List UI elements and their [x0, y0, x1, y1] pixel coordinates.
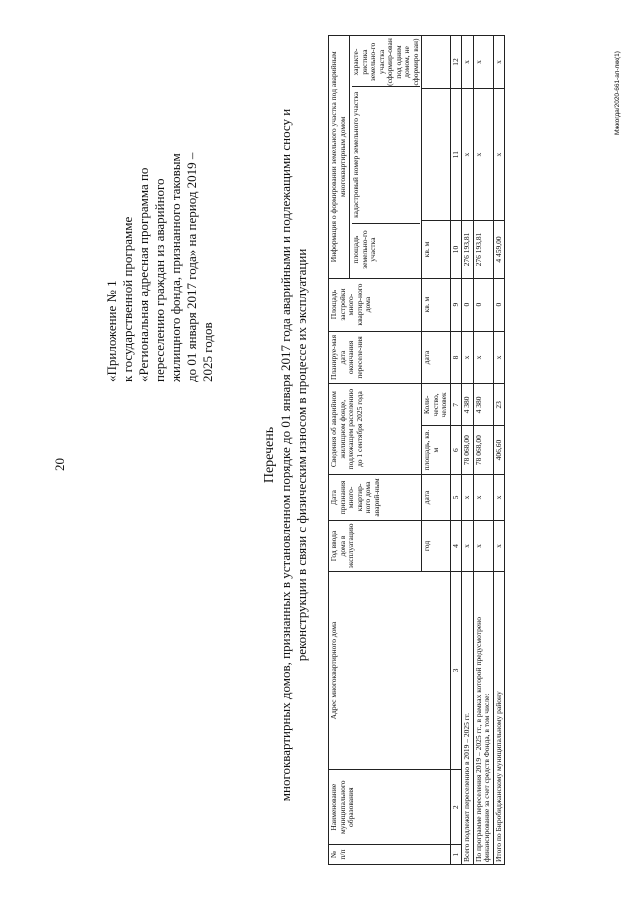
appendix-line: жилищного фонда, признанного таковым: [168, 153, 183, 382]
appendix-line: «Региональная адресная программа по: [136, 167, 151, 382]
unit-sqm: кв. м: [422, 221, 451, 278]
header-land-area: площадь земельно-го участка: [352, 223, 420, 276]
col-number: 11: [450, 89, 462, 221]
header-municipality: Наименование муниципального образования: [329, 770, 451, 845]
cell: х: [473, 331, 493, 384]
table-row: [493, 36, 505, 865]
cell: х: [462, 89, 474, 221]
cell: х: [493, 89, 505, 221]
column-number-row: [450, 36, 462, 865]
header-n: № п/п: [329, 845, 451, 865]
col-number: 4: [450, 521, 462, 572]
col-number: 12: [450, 36, 462, 89]
cell: 276 193,81: [473, 221, 493, 278]
unit-planned-date: дата: [422, 331, 451, 384]
appendix-line: переселению граждан из аварийного: [152, 178, 167, 382]
header-info: Сведения об аварийном жилищном фонде, подлежащем расселению до 1 сентября 2025 года: [329, 384, 422, 474]
cell: 78 068,00: [473, 426, 493, 475]
title-line: многоквартирных домов, признанных в установленном порядке до 01 января 2017 года аварийными и подлежащими сносу и: [278, 108, 293, 802]
cell: 4 380: [462, 384, 474, 426]
cell: 0: [473, 278, 493, 331]
cell: 4 380: [473, 384, 493, 426]
cell: х: [462, 331, 474, 384]
appendix-line: «Приложение № 1: [104, 280, 119, 382]
footer-code: Мжкогда/2020-661-ап-лкк(1): [614, 51, 621, 135]
row-label: Итого по Биробиджанскому муниципальному району: [493, 571, 505, 864]
appendix-block: [104, 82, 216, 382]
unit-empty: [422, 36, 451, 89]
cell: 4 459,00: [493, 221, 505, 278]
appendix-line: 2025 годов: [200, 322, 215, 382]
cell: 0: [493, 278, 505, 331]
col-number: 10: [450, 221, 462, 278]
header-land-info-text: Информация о формировании земельного участка под аварийным многоквартирным домом: [330, 36, 350, 278]
title-heading: Перечень: [262, 426, 277, 484]
title-line: реконструкции в связи с физическим износом в процессе их эксплуатации: [294, 248, 309, 662]
unit-area: площадь, кв. м: [422, 426, 451, 475]
cell: х: [493, 521, 505, 572]
header-planned: Планируе-мая дата окончания переселе-ния: [329, 331, 422, 384]
col-number: 6: [450, 426, 462, 475]
cell: 276 193,81: [462, 221, 474, 278]
table-row: [473, 36, 493, 865]
unit-year: год: [422, 521, 451, 572]
cell: х: [473, 474, 493, 520]
cell: 0: [462, 278, 474, 331]
header-address: Адрес многоквартирного дома: [329, 571, 451, 769]
header-build-area: Площадь застройки много-квартир-ного дома: [329, 278, 422, 331]
appendix-line: до 01 января 2017 года» на период 2019 –: [184, 152, 199, 382]
cell: 23: [493, 384, 505, 426]
row-label: Всего подлежит переселению в 2019 – 2025 гг.: [462, 571, 474, 864]
cell: х: [493, 474, 505, 520]
cell: х: [462, 474, 474, 520]
col-number: 5: [450, 474, 462, 520]
header-year: Год ввода дома в эксплуатацию: [329, 521, 422, 572]
col-number: 8: [450, 331, 462, 384]
unit-sqm: кв. м: [422, 278, 451, 331]
col-number: 9: [450, 278, 462, 331]
col-number: 2: [450, 770, 462, 845]
col-number: 1: [450, 845, 462, 865]
header-cadastral: кадастровый номер земельного участка: [352, 86, 420, 223]
col-number: 3: [450, 571, 462, 769]
header-characteristic: характе-ристика земельно-го участка (сформир-ован под одним домом, не сформиро ван): [351, 38, 420, 86]
cell: 78 068,00: [462, 426, 474, 475]
cell: х: [473, 521, 493, 572]
cell: х: [462, 36, 474, 89]
cell: х: [473, 89, 493, 221]
header-recognized: Дата признания много-квартир-ного дома аварий-ным: [329, 474, 422, 520]
cell: 406,60: [493, 426, 505, 475]
unit-empty: [422, 89, 451, 221]
cell: х: [462, 521, 474, 572]
row-label: По программе переселения 2019 – 2025 гг., в рамках которой предусмотрено финансирование за счет средств Фонда, в том числе:: [473, 571, 493, 864]
col-number: 7: [450, 384, 462, 426]
cell: х: [473, 36, 493, 89]
page-number: 20: [52, 458, 67, 471]
unit-count: Коли-чество, человек: [422, 384, 451, 426]
document-title: [262, 75, 310, 835]
register-table: [328, 35, 505, 865]
cell: х: [493, 36, 505, 89]
unit-date: дата: [422, 474, 451, 520]
cell: х: [493, 331, 505, 384]
appendix-line: к государственной программе: [120, 216, 135, 382]
table-row: [462, 36, 474, 865]
header-land-info: [329, 36, 422, 279]
